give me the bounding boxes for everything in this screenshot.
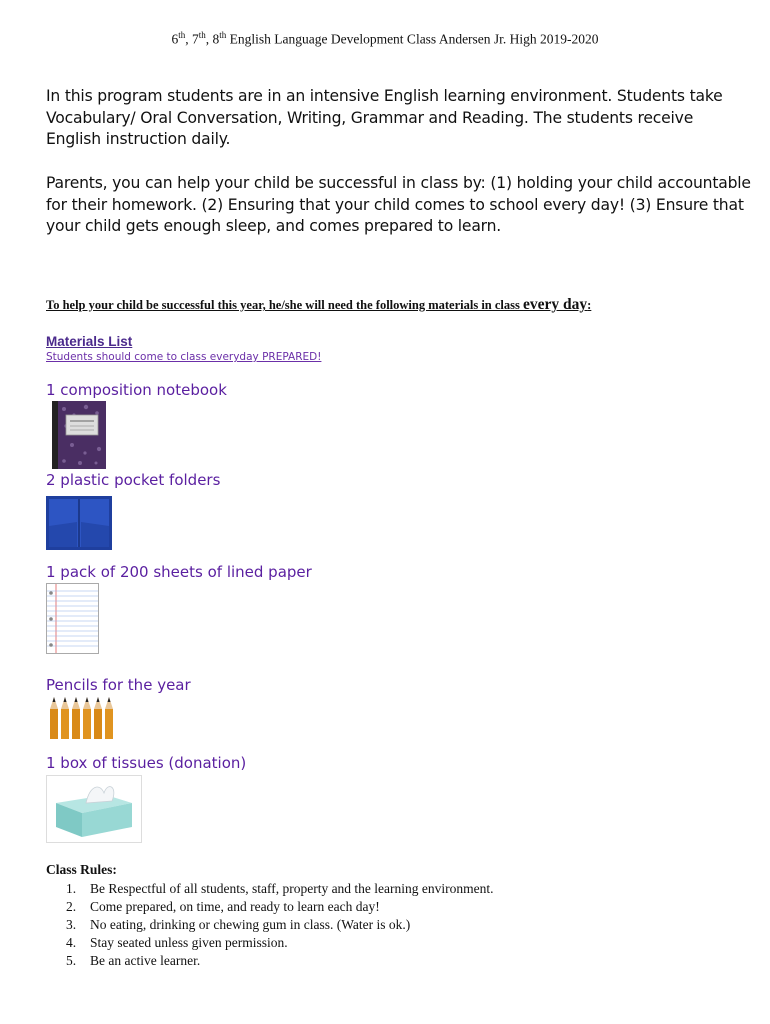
header-sup-3: th	[219, 30, 227, 40]
rule-item	[46, 952, 494, 970]
rule-number: 4.	[66, 935, 77, 950]
tissue-box-image	[46, 775, 142, 843]
pencils-image	[48, 697, 114, 739]
materials-intro-text: To help your child be successful this year, he/she will need the following materials in class	[46, 298, 524, 312]
class-rules-title: Class Rules:	[46, 862, 117, 877]
materials-intro-colon: :	[587, 298, 592, 312]
page-header	[0, 30, 770, 48]
rule-number: 5.	[66, 953, 77, 968]
materials-list-title[interactable]: Materials List	[46, 334, 133, 349]
rule-text: Stay seated unless given permission.	[90, 935, 288, 950]
header-sup-2: th	[198, 30, 206, 40]
rule-item	[46, 934, 494, 952]
rule-text: Be Respectful of all students, staff, property and the learning environment.	[90, 881, 494, 896]
rule-number: 1.	[66, 881, 77, 896]
header-sep-1: ,	[185, 31, 192, 47]
header-title: English Language Development Class Andersen Jr. High 2019-2020	[226, 31, 599, 47]
rule-item	[46, 916, 494, 934]
header-sup-1: th	[178, 30, 186, 40]
material-item-pencils: Pencils for the year	[46, 676, 191, 694]
header-grade-8: 8	[212, 31, 220, 47]
material-item-tissues: 1 box of tissues (donation)	[46, 754, 247, 772]
pocket-folders-image	[46, 496, 114, 550]
materials-intro	[46, 296, 746, 314]
intro-paragraph-1: In this program students are in an intensive English learning environment. Students take Vocabulary/ Oral Conversation, Writing, Grammar and Reading. The students receive English instruction daily.	[46, 87, 723, 148]
rule-number: 3.	[66, 917, 77, 932]
rule-text: No eating, drinking or chewing gum in class. (Water is ok.)	[90, 917, 411, 932]
header-grade-7: 7	[191, 31, 199, 47]
material-item-lined-paper: 1 pack of 200 sheets of lined paper	[46, 563, 312, 581]
rule-number: 2.	[66, 899, 77, 914]
class-rules-list	[46, 880, 494, 970]
rule-text: Be an active learner.	[90, 953, 201, 968]
rule-item	[46, 898, 494, 916]
rule-text: Come prepared, on time, and ready to learn each day!	[90, 899, 380, 914]
materials-intro-emphasis: every day	[523, 296, 588, 313]
header-sep-2: ,	[205, 31, 213, 47]
rule-item	[46, 880, 494, 898]
material-item-folders: 2 plastic pocket folders	[46, 471, 221, 489]
header-grade-6: 6	[171, 31, 179, 47]
materials-list-subtitle[interactable]: Students should come to class everyday PREPARED!	[46, 351, 322, 363]
lined-paper-image	[46, 583, 100, 655]
intro-paragraph-2: Parents, you can help your child be successful in class by: (1) holding your child accountable for their homework. (2) Ensuring that your child comes to school every day! (3) Ensure that your child gets enough sleep, and comes prepared to learn.	[46, 174, 751, 235]
material-item-notebook: 1 composition notebook	[46, 381, 227, 399]
composition-notebook-image	[52, 401, 106, 469]
